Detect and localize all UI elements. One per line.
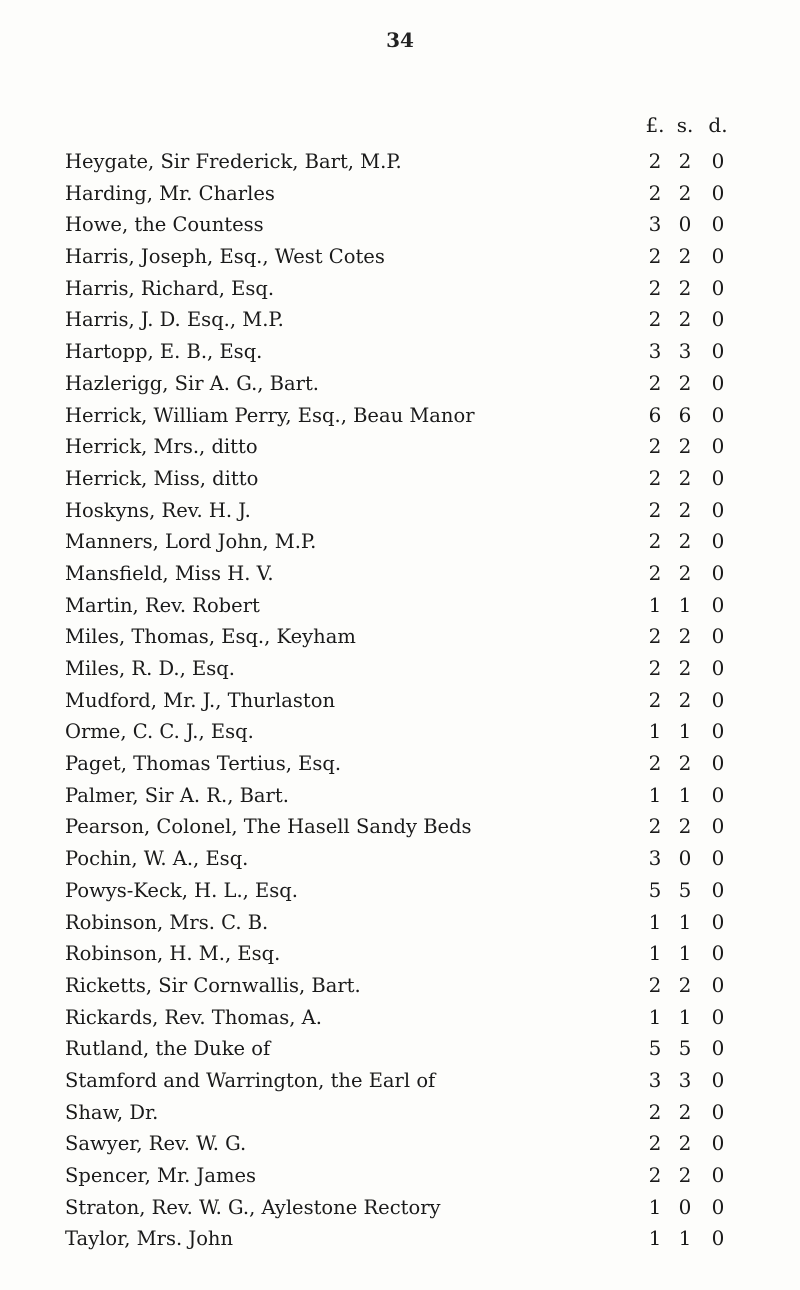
subscriber-name: Palmer, Sir A. R., Bart. [65, 783, 289, 807]
list-item [0, 558, 800, 590]
amount-pounds: 1 [648, 909, 662, 934]
subscriber-name: Paget, Thomas Tertius, Esq. [65, 752, 342, 776]
amount-pence: 0 [711, 941, 725, 966]
list-item [0, 241, 800, 273]
amount-pounds: 2 [648, 687, 662, 712]
amount-pence: 0 [711, 339, 725, 364]
list-item [0, 526, 800, 558]
amount-pounds: 2 [648, 624, 662, 649]
subscriber-name: Miles, R. D., Esq. [65, 657, 235, 680]
list-item [0, 653, 800, 685]
amount-pounds: 3 [648, 212, 662, 237]
amount-shillings: 2 [678, 656, 692, 680]
subscriber-name: Taylor, Mrs. John [65, 1227, 234, 1251]
list-item [0, 1002, 800, 1034]
amount-shillings: 1 [678, 1226, 692, 1251]
amount-pounds: 5 [648, 1036, 662, 1061]
amount-shillings: 2 [678, 687, 692, 712]
amount-pence: 0 [711, 592, 725, 617]
amount-pence: 0 [711, 212, 725, 237]
amount-shillings: 2 [678, 244, 692, 269]
amount-shillings: 2 [678, 751, 692, 776]
amount-shillings: 2 [678, 465, 692, 490]
subscriber-name: Stamford and Warrington, the Earl of [65, 1068, 436, 1092]
list-item [0, 970, 800, 1002]
amount-pounds: 1 [648, 782, 662, 807]
subscriber-name: Hoskyns, Rev. H. J. [65, 498, 251, 522]
amount-shillings: 0 [678, 1194, 692, 1219]
list-item [0, 1128, 800, 1160]
amount-pence: 0 [711, 782, 725, 807]
amount-pence: 0 [711, 687, 725, 712]
amount-pounds: 1 [648, 719, 662, 744]
amount-pounds: 1 [648, 592, 662, 617]
list-item [0, 495, 800, 527]
amount-shillings: 1 [678, 782, 692, 807]
amount-pounds: 2 [648, 307, 662, 332]
amount-shillings: 2 [678, 180, 692, 205]
subscriber-name: Mansfield, Miss H. V. [65, 561, 274, 585]
subscriber-name: Powys-Keck, H. L., Esq. [65, 878, 298, 902]
list-item [0, 716, 800, 748]
list-item [0, 1065, 800, 1097]
amount-pence: 0 [711, 1163, 725, 1187]
amount-pence: 0 [711, 497, 725, 522]
amount-pence: 0 [711, 909, 725, 934]
amount-pounds: 2 [648, 1163, 662, 1187]
amount-shillings: 3 [678, 1067, 692, 1092]
amount-pounds: 2 [648, 465, 662, 490]
list-item [0, 780, 800, 812]
amount-shillings: 2 [678, 497, 692, 522]
amount-pence: 0 [711, 1004, 725, 1029]
subscriber-name: Herrick, William Perry, Esq., Beau Manor [65, 403, 475, 427]
amount-shillings: 2 [678, 1163, 692, 1187]
subscriber-name: Sawyer, Rev. W. G. [65, 1132, 247, 1156]
amount-pounds: 2 [648, 370, 662, 395]
subscriber-name: Rickards, Rev. Thomas, A. [65, 1005, 322, 1029]
amount-pounds: 6 [648, 402, 662, 427]
column-headers [0, 113, 800, 141]
amount-pounds: 2 [648, 751, 662, 776]
amount-pence: 0 [711, 846, 725, 871]
amount-shillings: 2 [678, 1099, 692, 1124]
subscriber-name: Harris, Joseph, Esq., West Cotes [65, 245, 385, 269]
pence-header: d. [708, 113, 728, 137]
subscriber-name: Orme, C. C. J., Esq. [65, 720, 254, 744]
amount-shillings: 1 [678, 1004, 692, 1029]
amount-shillings: 3 [678, 339, 692, 364]
subscriber-name: Straton, Rev. W. G., Aylestone Rectory [65, 1195, 441, 1219]
amount-pounds: 2 [648, 972, 662, 997]
subscriber-name: Harris, Richard, Esq. [65, 276, 275, 300]
subscriber-name: Mudford, Mr. J., Thurlaston [65, 688, 336, 712]
amount-shillings: 5 [678, 1036, 692, 1061]
amount-shillings: 2 [678, 307, 692, 332]
amount-pounds: 2 [648, 1099, 662, 1124]
amount-pence: 0 [711, 1099, 725, 1124]
amount-pence: 0 [711, 465, 725, 490]
subscriber-name: Manners, Lord John, M.P. [65, 530, 317, 554]
amount-pence: 0 [711, 434, 725, 459]
amount-pence: 0 [711, 751, 725, 776]
list-item [0, 431, 800, 463]
amount-pence: 0 [711, 244, 725, 269]
amount-pence: 0 [711, 1194, 725, 1219]
list-item [0, 178, 800, 210]
amount-pence: 0 [711, 719, 725, 744]
amount-pence: 0 [711, 656, 725, 680]
amount-pence: 0 [711, 529, 725, 554]
subscriber-name: Pochin, W. A., Esq. [65, 847, 249, 871]
subscriber-name: Robinson, Mrs. C. B. [65, 910, 269, 934]
amount-pounds: 2 [648, 1131, 662, 1156]
subscriber-name: Herrick, Mrs., ditto [65, 435, 258, 459]
amount-shillings: 2 [678, 149, 692, 173]
amount-pounds: 2 [648, 656, 662, 680]
subscriber-list [0, 146, 800, 1255]
list-item [0, 843, 800, 875]
amount-shillings: 1 [678, 719, 692, 744]
amount-pounds: 2 [648, 529, 662, 554]
subscriber-name: Martin, Rev. Robert [65, 593, 260, 617]
amount-shillings: 2 [678, 972, 692, 997]
subscriber-name: Spencer, Mr. James [65, 1164, 257, 1187]
list-item [0, 907, 800, 939]
amount-pounds: 2 [648, 180, 662, 205]
subscriber-name: Herrick, Miss, ditto [65, 466, 259, 490]
amount-pence: 0 [711, 814, 725, 839]
amount-shillings: 6 [678, 402, 692, 427]
list-item [0, 748, 800, 780]
amount-shillings: 0 [678, 212, 692, 237]
amount-pounds: 1 [648, 1226, 662, 1251]
subscriber-name: Rutland, the Duke of [65, 1037, 271, 1061]
list-item [0, 368, 800, 400]
subscriber-name: Heygate, Sir Frederick, Bart, M.P. [65, 150, 402, 173]
list-item [0, 209, 800, 241]
subscriber-name: Howe, the Countess [65, 213, 264, 237]
list-item [0, 1097, 800, 1129]
list-item [0, 1033, 800, 1065]
page-number: 34 [386, 28, 414, 52]
amount-pounds: 2 [648, 814, 662, 839]
amount-pounds: 2 [648, 244, 662, 269]
list-item [0, 400, 800, 432]
amount-pence: 0 [711, 1226, 725, 1251]
list-item [0, 146, 800, 178]
amount-pounds: 1 [648, 941, 662, 966]
subscriber-name: Harding, Mr. Charles [65, 181, 275, 205]
amount-pence: 0 [711, 972, 725, 997]
amount-pounds: 3 [648, 339, 662, 364]
amount-shillings: 2 [678, 560, 692, 585]
list-item [0, 621, 800, 653]
list-item [0, 273, 800, 305]
list-item [0, 304, 800, 336]
subscriber-name: Hartopp, E. B., Esq. [65, 340, 263, 364]
amount-pounds: 2 [648, 275, 662, 300]
list-item [0, 685, 800, 717]
list-item [0, 590, 800, 622]
amount-pence: 0 [711, 1131, 725, 1156]
amount-shillings: 2 [678, 529, 692, 554]
pounds-header: £. [645, 113, 665, 137]
amount-pounds: 1 [648, 1194, 662, 1219]
amount-pence: 0 [711, 877, 725, 902]
subscriber-name: Pearson, Colonel, The Hasell Sandy Beds [65, 815, 472, 839]
subscriber-name: Miles, Thomas, Esq., Keyham [65, 625, 356, 649]
amount-pounds: 5 [648, 877, 662, 902]
amount-pounds: 2 [648, 434, 662, 459]
list-item [0, 875, 800, 907]
list-item [0, 1192, 800, 1224]
amount-shillings: 2 [678, 814, 692, 839]
amount-pence: 0 [711, 275, 725, 300]
list-item [0, 1160, 800, 1192]
subscriber-name: Harris, J. D. Esq., M.P. [65, 308, 284, 332]
amount-pence: 0 [711, 180, 725, 205]
amount-pounds: 2 [648, 560, 662, 585]
shillings-header: s. [676, 113, 694, 137]
amount-pence: 0 [711, 402, 725, 427]
list-item [0, 336, 800, 368]
amount-pence: 0 [711, 149, 725, 173]
amount-shillings: 2 [678, 275, 692, 300]
amount-shillings: 2 [678, 370, 692, 395]
amount-pounds: 2 [648, 497, 662, 522]
amount-shillings: 1 [678, 592, 692, 617]
amount-shillings: 1 [678, 909, 692, 934]
subscriber-name: Ricketts, Sir Cornwallis, Bart. [65, 973, 361, 997]
subscriber-name: Robinson, H. M., Esq. [65, 942, 281, 966]
amount-shillings: 2 [678, 434, 692, 459]
list-item [0, 463, 800, 495]
amount-pence: 0 [711, 370, 725, 395]
subscriber-name: Hazlerigg, Sir A. G., Bart. [65, 371, 319, 395]
list-item [0, 1223, 800, 1255]
amount-pence: 0 [711, 624, 725, 649]
amount-shillings: 1 [678, 941, 692, 966]
list-item [0, 811, 800, 843]
amount-pence: 0 [711, 307, 725, 332]
subscriber-name: Shaw, Dr. [65, 1100, 159, 1124]
amount-shillings: 2 [678, 1131, 692, 1156]
amount-pence: 0 [711, 1036, 725, 1061]
amount-shillings: 2 [678, 624, 692, 649]
amount-pence: 0 [711, 1067, 725, 1092]
amount-shillings: 0 [678, 846, 692, 871]
amount-pounds: 2 [648, 149, 662, 173]
list-item [0, 938, 800, 970]
amount-pounds: 3 [648, 846, 662, 871]
amount-pounds: 3 [648, 1067, 662, 1092]
amount-pence: 0 [711, 560, 725, 585]
amount-shillings: 5 [678, 877, 692, 902]
amount-pounds: 1 [648, 1004, 662, 1029]
